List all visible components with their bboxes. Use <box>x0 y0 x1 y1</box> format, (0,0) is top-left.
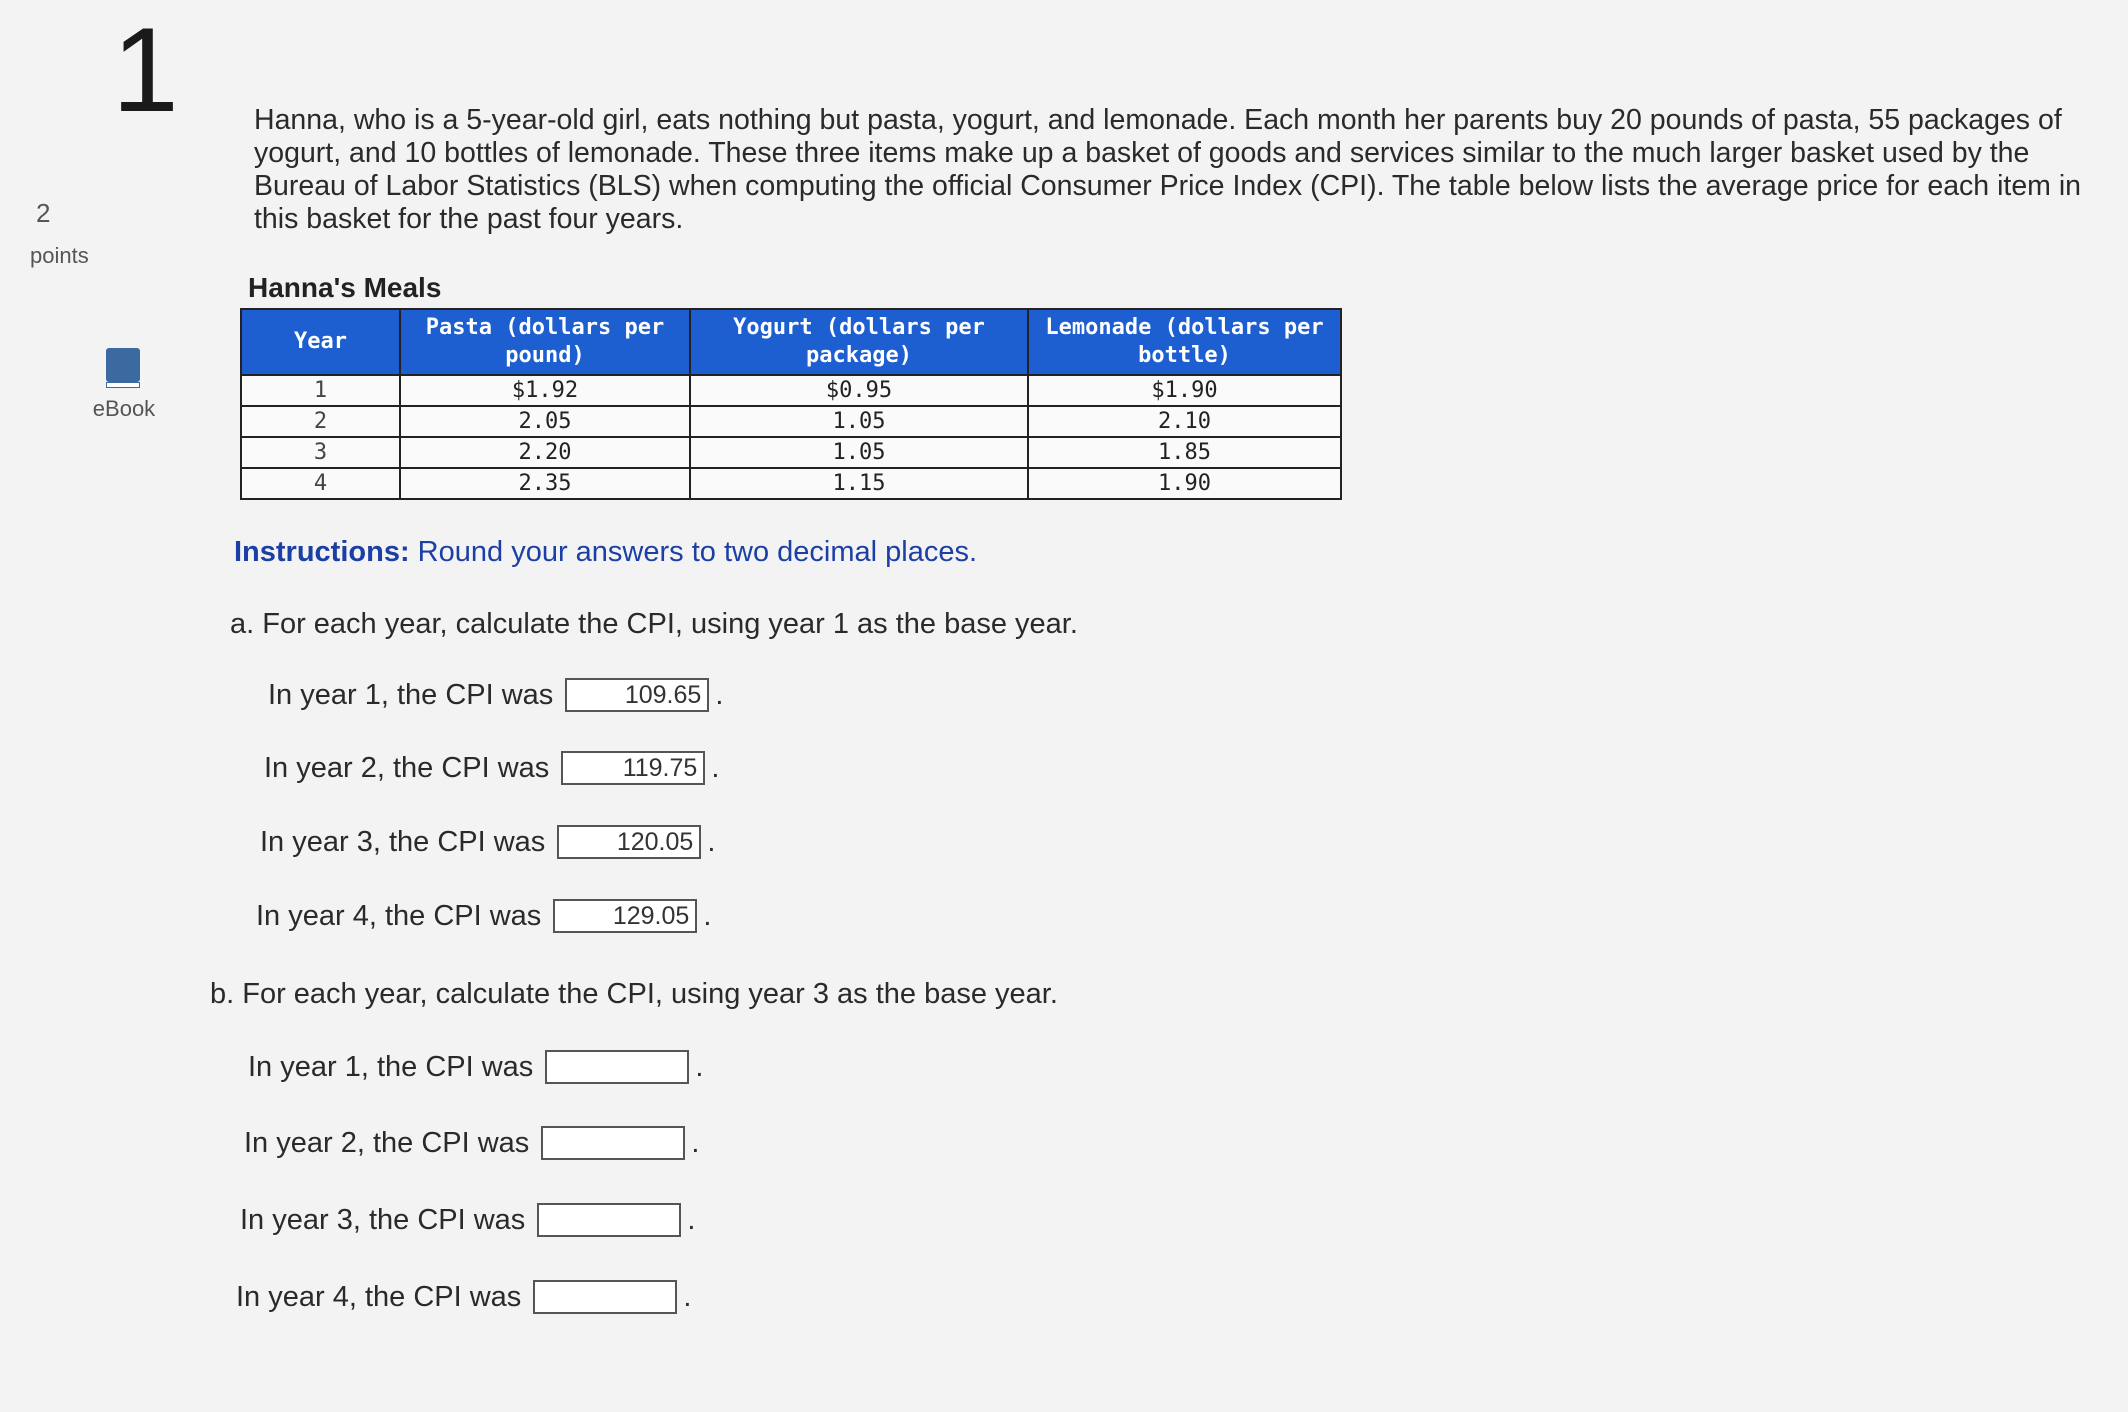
cpi-label: In year 3, the CPI was <box>240 1203 526 1236</box>
question-prompt: Hanna, who is a 5-year-old girl, eats nothing but pasta, yogurt, and lemonade. Each month her parents buy 20 pounds of pasta, 55 packages of yogurt, and 10 bottles of lemonade. These three items make up a basket of goods and services similar to the much larger basket used by the Bureau of Labor Statistics (BLS) when computing the official Consumer Price Index (CPI). The table below lists the average price for each item in this basket for the past four years. <box>254 104 2082 235</box>
cell-lemonade: $1.90 <box>1028 375 1341 406</box>
cpi-input-b-year-1[interactable] <box>545 1050 689 1084</box>
cell-lemonade: 1.90 <box>1028 468 1341 499</box>
table-row <box>241 468 1341 499</box>
part-b-row-3: In year 3, the CPI was . <box>240 1203 696 1236</box>
table-caption: Hanna's Meals <box>248 272 442 303</box>
cpi-label: In year 1, the CPI was <box>268 678 554 711</box>
cpi-input-a-year-1[interactable]: 109.65 <box>565 678 709 712</box>
cell-yogurt: 1.15 <box>690 468 1028 499</box>
cell-pasta: 2.05 <box>400 406 690 437</box>
part-b-row-1: In year 1, the CPI was . <box>248 1050 704 1083</box>
cpi-input-b-year-3[interactable] <box>537 1203 681 1237</box>
cpi-label: In year 1, the CPI was <box>248 1050 534 1083</box>
cpi-label: In year 4, the CPI was <box>236 1280 522 1313</box>
part-a-prompt: a. For each year, calculate the CPI, using year 1 as the base year. <box>230 608 1078 640</box>
header-year: Year <box>241 309 400 375</box>
header-pasta: Pasta (dollars per pound) <box>400 309 690 375</box>
book-icon <box>106 348 142 390</box>
cpi-label: In year 4, the CPI was <box>256 899 542 932</box>
cpi-label: In year 2, the CPI was <box>244 1126 530 1159</box>
cell-yogurt: 1.05 <box>690 406 1028 437</box>
table-header-row <box>241 309 1341 375</box>
cell-year: 1 <box>241 375 400 406</box>
cpi-input-a-year-2[interactable]: 119.75 <box>561 751 705 785</box>
cell-lemonade: 1.85 <box>1028 437 1341 468</box>
cpi-label: In year 3, the CPI was <box>260 825 546 858</box>
cell-year: 4 <box>241 468 400 499</box>
part-b-row-4: In year 4, the CPI was . <box>236 1280 692 1313</box>
cell-pasta: $1.92 <box>400 375 690 406</box>
instructions-label: Instructions: <box>234 536 410 568</box>
instructions <box>234 536 977 569</box>
cell-lemonade: 2.10 <box>1028 406 1341 437</box>
cpi-input-b-year-4[interactable] <box>533 1280 677 1314</box>
part-a-row-2: In year 2, the CPI was 119.75 . <box>264 751 720 784</box>
part-b-row-2: In year 2, the CPI was . <box>244 1126 700 1159</box>
cell-year: 3 <box>241 437 400 468</box>
points-indicator <box>30 198 89 269</box>
points-label: points <box>30 243 89 268</box>
cell-yogurt: 1.05 <box>690 437 1028 468</box>
ebook-label: eBook <box>92 396 156 421</box>
question-number: 1 <box>112 3 179 137</box>
prices-table <box>240 308 1342 500</box>
header-lemonade: Lemonade (dollars per bottle) <box>1028 309 1341 375</box>
points-value: 2 <box>36 198 51 228</box>
cell-pasta: 2.35 <box>400 468 690 499</box>
part-a-row-1: In year 1, the CPI was 109.65 . <box>268 678 724 711</box>
table-row <box>241 375 1341 406</box>
table-row <box>241 406 1341 437</box>
part-a-row-3: In year 3, the CPI was 120.05 . <box>260 825 716 858</box>
cell-year: 2 <box>241 406 400 437</box>
instructions-text: Round your answers to two decimal places. <box>409 536 978 568</box>
cpi-label: In year 2, the CPI was <box>264 751 550 784</box>
cell-pasta: 2.20 <box>400 437 690 468</box>
table-row <box>241 437 1341 468</box>
part-a-row-4: In year 4, the CPI was 129.05 . <box>256 899 712 932</box>
header-yogurt: Yogurt (dollars per package) <box>690 309 1028 375</box>
ebook-link[interactable] <box>64 348 184 422</box>
part-b-prompt: b. For each year, calculate the CPI, using year 3 as the base year. <box>210 978 1058 1010</box>
cpi-input-a-year-3[interactable]: 120.05 <box>557 825 701 859</box>
cpi-input-b-year-2[interactable] <box>541 1126 685 1160</box>
cell-yogurt: $0.95 <box>690 375 1028 406</box>
cpi-input-a-year-4[interactable]: 129.05 <box>553 899 697 933</box>
